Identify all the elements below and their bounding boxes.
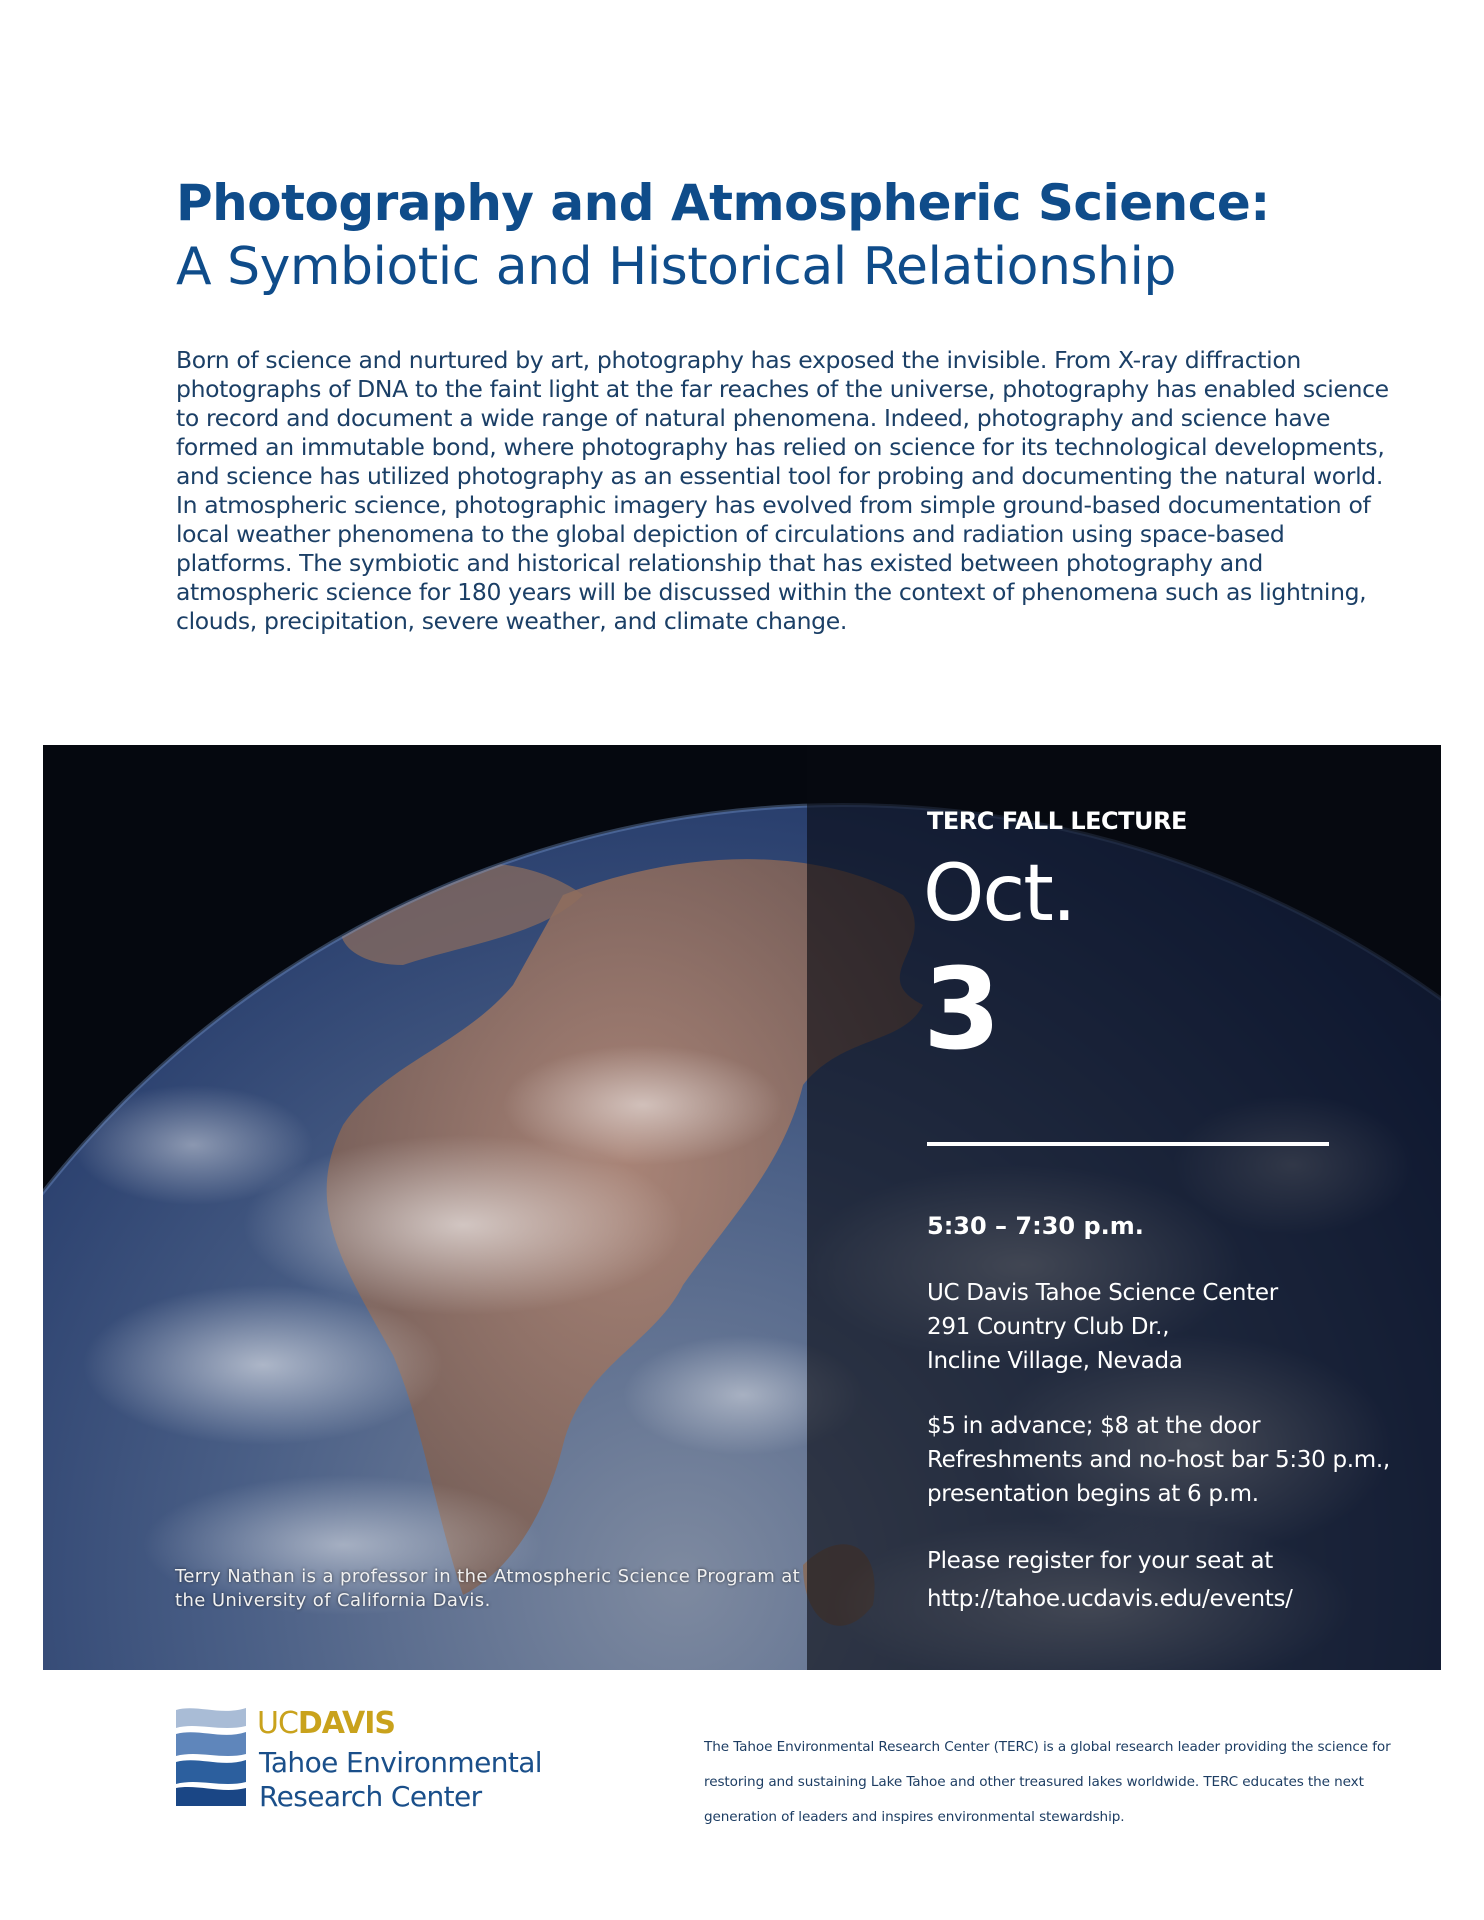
poster-title bbox=[176, 172, 1416, 300]
event-time: 5:30 – 7:30 p.m. bbox=[927, 1212, 1144, 1240]
venue-city: Incline Village, Nevada bbox=[927, 1348, 1183, 1374]
ticket-price: $5 in advance; $8 at the door bbox=[927, 1413, 1261, 1439]
venue-name: UC Davis Tahoe Science Center bbox=[927, 1280, 1278, 1306]
refreshments-note: Refreshments and no-host bar 5:30 p.m., bbox=[927, 1447, 1390, 1473]
event-venue bbox=[927, 1276, 1278, 1378]
title-main: Photography and Atmospheric Science: bbox=[176, 174, 1270, 232]
org-name-line2: Research Center bbox=[259, 1780, 482, 1813]
hero-image bbox=[43, 745, 1441, 1670]
register-link[interactable]: http://tahoe.ucdavis.edu/events/ bbox=[927, 1586, 1293, 1612]
about-terc-text: The Tahoe Environmental Research Center (TERC) is a global research leader providing the science for restoring and sustaining Lake Tahoe and other treasured lakes worldwide. TERC educates the next generation of leaders and inspires environmental stewardship. bbox=[704, 1739, 1391, 1825]
terc-logo bbox=[176, 1706, 576, 1818]
venue-street: 291 Country Club Dr., bbox=[927, 1314, 1170, 1340]
lecture-series-label: TERC FALL LECTURE bbox=[927, 807, 1187, 835]
event-month: Oct. bbox=[923, 849, 1075, 939]
event-pricing bbox=[927, 1409, 1390, 1511]
ucdavis-wordmark: UCDAVIS bbox=[257, 1706, 395, 1741]
divider-line bbox=[927, 1142, 1329, 1146]
event-registration bbox=[927, 1542, 1293, 1618]
register-prompt: Please register for your seat at bbox=[927, 1548, 1273, 1574]
org-name bbox=[259, 1746, 542, 1814]
org-name-line1: Tahoe Environmental bbox=[259, 1746, 542, 1779]
presentation-start: presentation begins at 6 p.m. bbox=[927, 1481, 1259, 1507]
title-subtitle: A Symbiotic and Historical Relationship bbox=[176, 237, 1176, 297]
abstract-text: Born of science and nurtured by art, photography has exposed the invisible. From X-ray diffraction photographs of DNA to the faint light at the far reaches of the universe, photography has enabled science to record and document a wide range of natural phenomena. Indeed, photography and science have formed an immutable bond, where photography has relied on science for its technological developments, and science has utilized photography as an essential tool for probing and documenting the natural world. In atmospheric science, photographic imagery has evolved from simple ground-based documentation of local weather phenomena to the global depiction of circulations and radiation using space-based platforms. The symbiotic and historical relationship that has existed between photography and atmospheric science for 180 years will be discussed within the context of phenomena such as lightning, clouds, precipitation, severe weather, and climate change. bbox=[176, 346, 1389, 635]
wave-mark-icon bbox=[176, 1706, 246, 1806]
speaker-caption: Terry Nathan is a professor in the Atmospheric Science Program at the University of California Davis. bbox=[175, 1566, 801, 1611]
event-info-panel bbox=[807, 745, 1441, 1670]
event-day: 3 bbox=[923, 945, 1001, 1075]
